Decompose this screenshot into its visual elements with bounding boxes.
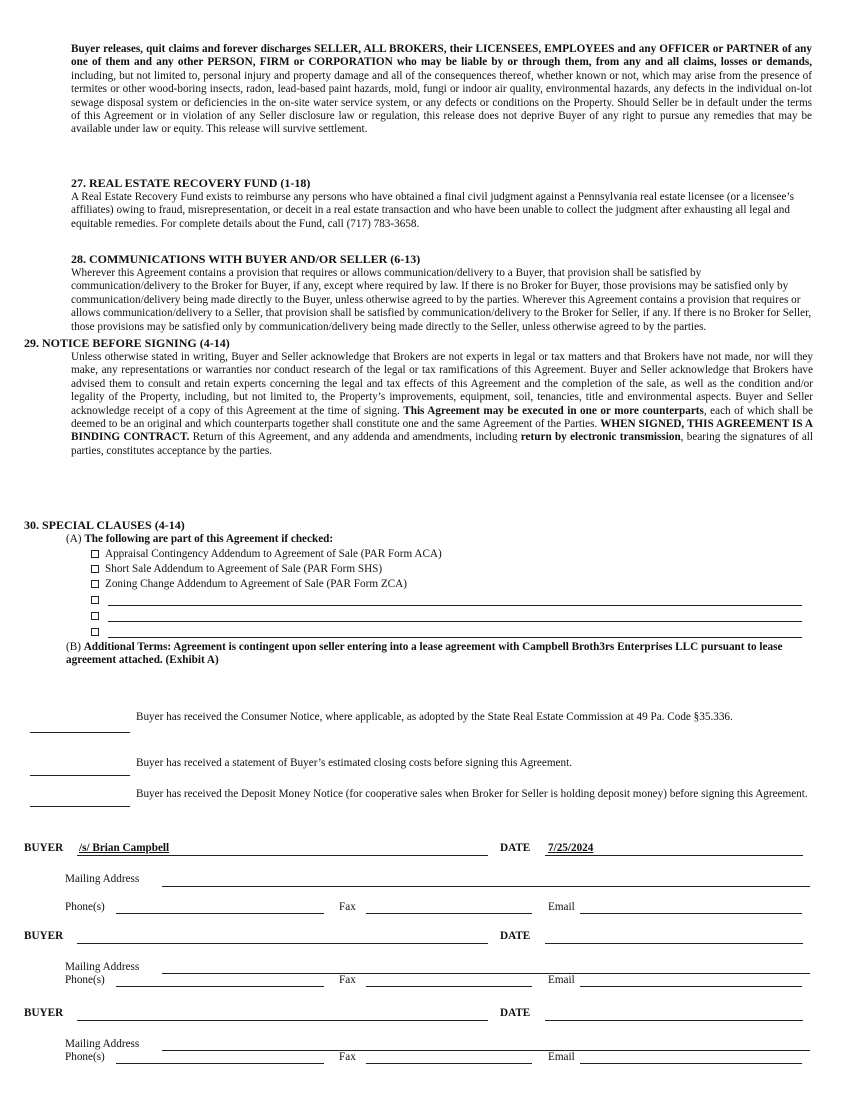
ack-deposit-money: Buyer has received the Deposit Money Notice (for cooperative sales when Broker for Seller is holding deposit money) before signing this Agreement. — [136, 788, 808, 800]
ack-initials-line-3[interactable] — [30, 806, 130, 807]
buyer1-phone-line[interactable] — [116, 913, 324, 914]
s29-text-3: Return of this Agreement, and any addenda and amendments, including — [189, 431, 521, 444]
buyer3-fax-label: Fax — [339, 1051, 356, 1063]
s30-b-text: Additional Terms: Agreement is contingent upon seller entering into a lease agreement with Campbell Broth3rs Enterprises LLC pursuant to lease agreement attached. (Exhibit A) — [66, 641, 783, 667]
s29-bold-1: This Agreement may be executed in one or more counterparts — [403, 404, 704, 417]
section-29-heading: 29. NOTICE BEFORE SIGNING (4-14) — [24, 336, 230, 350]
addendum-blank-1[interactable] — [91, 594, 105, 607]
release-bold: Buyer releases, quit claims and forever discharges SELLER, ALL BROKERS, their LICENSEES, EMPLOYEES and any OFFICER or PARTNER of any one of them and any other PERSON, FIRM or CORPORATION who may be liable by or through them, from any and all claims, losses or demands, — [71, 43, 812, 69]
buyer2-fax-line[interactable] — [366, 986, 532, 987]
buyer2-mailing-label: Mailing Address — [65, 961, 140, 973]
addendum-checkbox[interactable] — [91, 580, 99, 588]
section-27-heading: 27. REAL ESTATE RECOVERY FUND (1-18) — [71, 176, 311, 190]
buyer2-phone-label: Phone(s) — [65, 974, 105, 986]
release-paragraph — [71, 43, 812, 137]
buyer1-signature: /s/ Brian Campbell — [79, 842, 170, 854]
addendum-checkbox[interactable] — [91, 550, 99, 558]
buyer1-fax-line[interactable] — [366, 913, 532, 914]
addendum-label: Zoning Change Addendum to Agreement of Sale (PAR Form ZCA) — [105, 578, 407, 590]
buyer3-phone-line[interactable] — [116, 1063, 324, 1064]
buyer3-label: BUYER — [24, 1007, 64, 1019]
addendum-checkbox[interactable] — [91, 596, 99, 604]
section-30-heading: 30. SPECIAL CLAUSES (4-14) — [24, 518, 185, 532]
addendum-label: Appraisal Contingency Addendum to Agreement of Sale (PAR Form ACA) — [105, 548, 442, 560]
s30-a-line — [66, 533, 333, 546]
buyer2-date-label: DATE — [500, 930, 531, 942]
addendum-blank-2[interactable] — [91, 610, 105, 623]
buyer3-signature-line[interactable] — [77, 1020, 488, 1021]
buyer3-mailing-label: Mailing Address — [65, 1038, 140, 1050]
s29-text-4: , bearing the signatures of all parties, constitutes acceptance by the parties. — [71, 431, 814, 457]
s29-bold-3: return by electronic transmission — [520, 431, 681, 444]
buyer1-date-line[interactable] — [545, 855, 803, 856]
release-text: including, but not limited to, personal injury and property damage and all of the consequences thereof, whether known or not, which may arise from the presence of termites or other wood-boring insects, radon, lead-based paint hazards, mold, fungi or indoor air quality, environmental hazards, any defects in the individual on-lot sewage disposal system or deficiencies in the on-site water service system, or any defects or conditions on the Property. Should Seller be in default under the terms of this Agreement or in violation of any Seller disclosure law or regulation, this release does not deprive Buyer of any right to pursue any remedies that may be available under law or equity. This release will survive settlement. — [71, 69, 812, 136]
buyer3-fax-line[interactable] — [366, 1063, 532, 1064]
buyer2-fax-label: Fax — [339, 974, 356, 986]
section-27-body: A Real Estate Recovery Fund exists to reimburse any persons who have obtained a final civil judgment against a Pennsylvania real estate licensee (or a licensee’s affiliates) owing to fraud, misrepresentation, or deceit in a real estate transaction and who have been unable to collect the judgment after exhausting all legal and equitable remedies. For complete details about the Fund, call (717) 783-3658. — [71, 191, 794, 230]
addendum-blank-line[interactable] — [108, 637, 802, 638]
s30-b-line — [66, 641, 806, 668]
s29-text-1: Unless otherwise stated in writing, Buyer and Seller acknowledge that Brokers are not experts in legal or tax matters and that Brokers have not made, nor will they make, any representations or warranties nor conduct research of the legal or tax ramifications of this Agreement. Buyer and Seller acknowledge that Brokers have advised them to consult and retain experts concerning the legal and tax effects of this Agreement and the completion of the sale, as well as the condition and/or legality of the Property, including, but not limited to, the Property’s improvements, equipment, soil, tenancies, title and environmental aspects. Buyer and Seller acknowledge receipt of a copy of this Agreement at the time of signing. — [71, 351, 813, 417]
buyer1-email-label: Email — [548, 901, 575, 913]
addendum-blank-line[interactable] — [108, 605, 802, 606]
addendum-checkbox[interactable] — [91, 565, 99, 573]
ack-closing-costs: Buyer has received a statement of Buyer’s estimated closing costs before signing this Agreement. — [136, 757, 572, 769]
buyer2-email-label: Email — [548, 974, 575, 986]
buyer1-fax-label: Fax — [339, 901, 356, 913]
s30-b-label: (B) — [66, 641, 81, 653]
buyer1-signature-line[interactable] — [77, 855, 488, 856]
buyer2-phone-line[interactable] — [116, 986, 324, 987]
buyer3-phone-label: Phone(s) — [65, 1051, 105, 1063]
addendum-checkbox[interactable] — [91, 628, 99, 636]
ack-consumer-notice: Buyer has received the Consumer Notice, where applicable, as adopted by the State Real Estate Commission at 49 Pa. Code §35.336. — [136, 711, 733, 723]
buyer2-mailing-line[interactable] — [162, 973, 810, 974]
buyer1-label: BUYER — [24, 842, 64, 854]
addendum-blank-3[interactable] — [91, 626, 105, 639]
s29-text-2: , each of which shall be deemed to be an original and which counterparts together shall constitute one and the same Agreement of the Parties. — [71, 404, 814, 431]
s30-a-label: (A) — [66, 533, 82, 545]
buyer2-date-line[interactable] — [545, 943, 803, 944]
buyer1-date-label: DATE — [500, 842, 531, 854]
buyer3-date-line[interactable] — [545, 1020, 803, 1021]
addendum-option-2 — [91, 563, 382, 576]
s30-a-text: The following are part of this Agreement if checked: — [84, 533, 334, 545]
addendum-option-3 — [91, 578, 407, 591]
buyer1-phone-label: Phone(s) — [65, 901, 105, 913]
section-28-heading: 28. COMMUNICATIONS WITH BUYER AND/OR SELLER (6-13) — [71, 252, 421, 266]
buyer1-email-line[interactable] — [580, 913, 802, 914]
addendum-blank-line[interactable] — [108, 621, 802, 622]
buyer3-email-line[interactable] — [580, 1063, 802, 1064]
section-29-body — [71, 351, 813, 458]
buyer3-email-label: Email — [548, 1051, 575, 1063]
ack-initials-line-2[interactable] — [30, 775, 130, 776]
buyer3-date-label: DATE — [500, 1007, 531, 1019]
ack-initials-line-1[interactable] — [30, 732, 130, 733]
buyer2-signature-line[interactable] — [77, 943, 488, 944]
buyer2-label: BUYER — [24, 930, 64, 942]
addendum-option-1 — [91, 548, 442, 561]
buyer3-mailing-line[interactable] — [162, 1050, 810, 1051]
s29-bold-2: WHEN SIGNED, THIS AGREEMENT IS A BINDING CONTRACT. — [71, 418, 814, 444]
addendum-label: Short Sale Addendum to Agreement of Sale (PAR Form SHS) — [105, 563, 383, 575]
addendum-checkbox[interactable] — [91, 612, 99, 620]
section-28-body: Wherever this Agreement contains a provision that requires or allows communication/delivery to a Buyer, that provision shall be satisfied by communication/delivery to the Broker for Buyer, if any, except where required by law. If there is no Broker for Buyer, those provisions may be satisfied only by communication/delivery being made directly to the Buyer, unless otherwise agreed to by the parties. Wherever this Agreement contains a provision that requires or allows communication/delivery to a Seller, that provision shall be satisfied by communication/delivery to the Broker for Seller, if any. If there is no Broker for Seller, those provisions may be satisfied only by communication/delivery being made directly to the Seller, unless otherwise agreed to by the parties. — [71, 267, 812, 333]
buyer1-date-value: 7/25/2024 — [548, 842, 594, 854]
buyer1-mailing-line[interactable] — [162, 886, 810, 887]
buyer1-mailing-label: Mailing Address — [65, 873, 140, 885]
buyer2-email-line[interactable] — [580, 986, 802, 987]
